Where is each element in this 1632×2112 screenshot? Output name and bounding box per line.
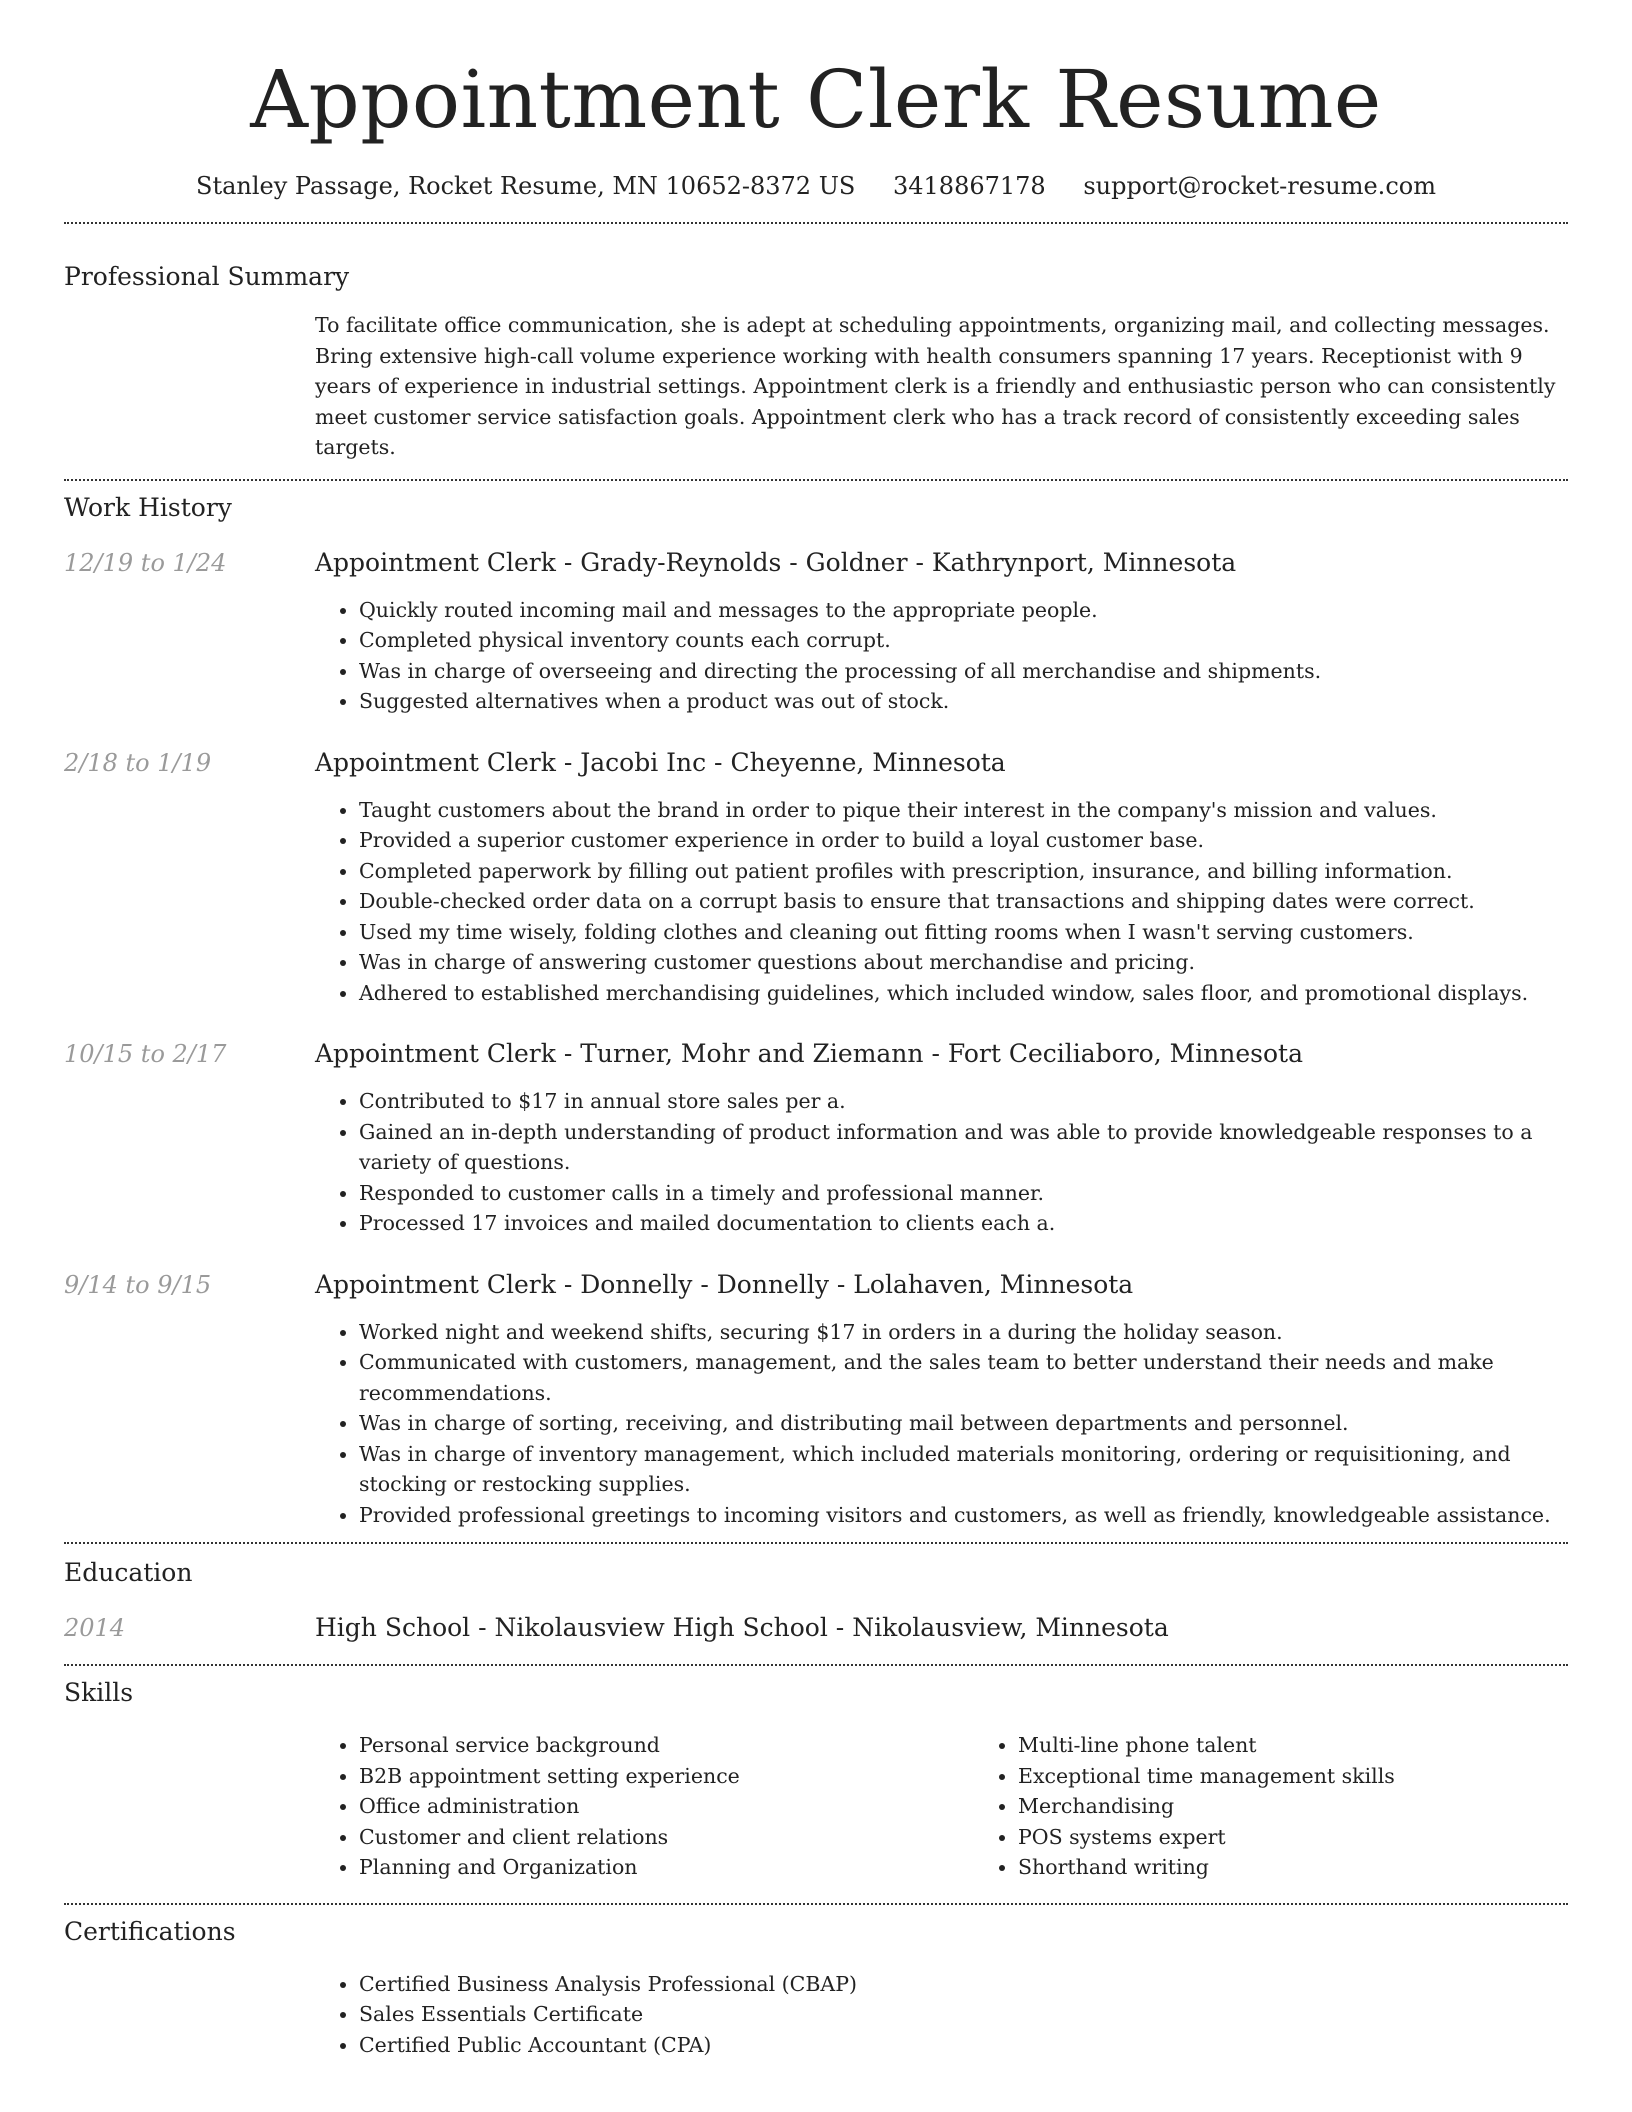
job-bullets (315, 1086, 1568, 1239)
section-divider (64, 1903, 1568, 1905)
job-bullets (315, 595, 1568, 717)
list-item: • Used my time wisely, folding clothes and cleaning out fitting rooms when I wasn't serving customers. (359, 917, 1568, 948)
job-heading: Appointment Clerk - Donnelly - Donnelly - Lolahaven, Minnesota (315, 1269, 1134, 1299)
list-item: • Gained an in-depth understanding of product information and was able to provide knowledgeable responses to a variety of questions. (359, 1117, 1568, 1178)
contact-address: Stanley Passage, Rocket Resume, MN 10652-8372 US (196, 172, 856, 200)
certifications-list (315, 1969, 1568, 2061)
list-item: • Provided a superior customer experience in order to build a loyal customer base. (359, 825, 1568, 856)
skills-list-left (315, 1730, 974, 1883)
contact-email: support@rocket-resume.com (1083, 172, 1436, 200)
list-item: • Contributed to $17 in annual store sales per a. (359, 1086, 1568, 1117)
section-divider (64, 479, 1568, 481)
job-entry (64, 1269, 1568, 1531)
list-item: • Taught customers about the brand in order to pique their interest in the company's mission and values. (359, 795, 1568, 826)
list-item: • Office administration (359, 1791, 974, 1822)
skills-grid (315, 1730, 1568, 1883)
list-item: • Multi-line phone talent (1018, 1730, 1632, 1761)
job-bullets (315, 795, 1568, 1009)
list-item: • POS systems expert (1018, 1822, 1632, 1853)
list-item: • B2B appointment setting experience (359, 1761, 974, 1792)
job-date: 9/14 to 9/15 (64, 1270, 212, 1299)
job-entry (64, 747, 1568, 1009)
education-date: 2014 (64, 1614, 126, 1642)
job-date: 12/19 to 1/24 (64, 548, 227, 577)
education-section-title: Education (64, 1558, 193, 1587)
education-heading: High School - Nikolausview High School - Nikolausview, Minnesota (315, 1613, 1169, 1642)
list-item: • Sales Essentials Certificate (359, 1999, 1568, 2030)
job-date: 10/15 to 2/17 (64, 1040, 227, 1068)
list-item: • Planning and Organization (359, 1852, 974, 1883)
job-heading: Appointment Clerk - Jacobi Inc - Cheyenne, Minnesota (315, 747, 1006, 777)
skills-list-right (974, 1730, 1632, 1883)
work-section-title: Work History (64, 492, 232, 522)
job-heading: Appointment Clerk - Grady-Reynolds - Goldner - Kathrynport, Minnesota (315, 547, 1237, 577)
list-item: • Communicated with customers, management, and the sales team to better understand their needs and make recommendations. (359, 1347, 1568, 1408)
list-item: • Personal service background (359, 1730, 974, 1761)
summary-text: To facilitate office communication, she is adept at scheduling appointments, organizing mail, and collecting messages. Bring extensive high-call volume experience working with health consumers spanning 17 years. Receptionist with 9 years of experience in industrial settings. Appointment clerk is a friendly and enthusiastic person who can consistently meet customer service satisfaction goals. Appointment clerk who has a track record of consistently exceeding sales targets. (315, 313, 1556, 459)
contact-line (64, 170, 1568, 202)
job-entry (64, 547, 1568, 717)
list-item: • Provided professional greetings to incoming visitors and customers, as well as friendly, knowledgeable assistance. (359, 1500, 1568, 1531)
summary-section-title: Professional Summary (64, 262, 350, 291)
list-item: • Certified Public Accountant (CPA) (359, 2030, 1568, 2061)
list-item: • Was in charge of overseeing and directing the processing of all merchandise and shipments. (359, 656, 1568, 687)
certifications-block (315, 1969, 1568, 2061)
skills-section-title: Skills (64, 1678, 134, 1707)
list-item: • Exceptional time management skills (1018, 1761, 1632, 1792)
job-bullets (315, 1317, 1568, 1531)
list-item: • Certified Business Analysis Professional (CBAP) (359, 1969, 1568, 2000)
list-item: • Quickly routed incoming mail and messages to the appropriate people. (359, 595, 1568, 626)
certifications-section-title: Certifications (64, 1916, 236, 1946)
job-entry (64, 1038, 1568, 1239)
list-item: • Completed physical inventory counts each corrupt. (359, 625, 1568, 656)
list-item: • Was in charge of answering customer questions about merchandise and pricing. (359, 947, 1568, 978)
section-divider (64, 1664, 1568, 1666)
list-item: • Shorthand writing (1018, 1852, 1632, 1883)
list-item: • Responded to customer calls in a timely and professional manner. (359, 1178, 1568, 1209)
list-item: • Double-checked order data on a corrupt basis to ensure that transactions and shipping dates were correct. (359, 886, 1568, 917)
list-item: • Adhered to established merchandising guidelines, which included window, sales floor, and promotional displays. (359, 978, 1568, 1009)
list-item: • Suggested alternatives when a product was out of stock. (359, 686, 1568, 717)
job-heading: Appointment Clerk - Turner, Mohr and Ziemann - Fort Ceciliaboro, Minnesota (315, 1039, 1304, 1068)
list-item: • Completed paperwork by filling out patient profiles with prescription, insurance, and billing information. (359, 856, 1568, 887)
list-item: • Was in charge of sorting, receiving, and distributing mail between departments and personnel. (359, 1408, 1568, 1439)
list-item: • Customer and client relations (359, 1822, 974, 1853)
contact-phone: 3418867178 (893, 172, 1046, 200)
list-item: • Processed 17 invoices and mailed documentation to clients each a. (359, 1208, 1568, 1239)
job-date: 2/18 to 1/19 (64, 748, 212, 777)
education-entry (64, 1612, 1568, 1644)
list-item: • Merchandising (1018, 1791, 1632, 1822)
section-divider (64, 1542, 1568, 1544)
list-item: • Was in charge of inventory management, which included materials monitoring, ordering or requisitioning, and stocking or restocking supplies. (359, 1439, 1568, 1500)
list-item: • Worked night and weekend shifts, securing $17 in orders in a during the holiday season. (359, 1317, 1568, 1348)
resume-title: Appointment Clerk Resume (250, 53, 1382, 146)
section-divider (64, 222, 1568, 224)
